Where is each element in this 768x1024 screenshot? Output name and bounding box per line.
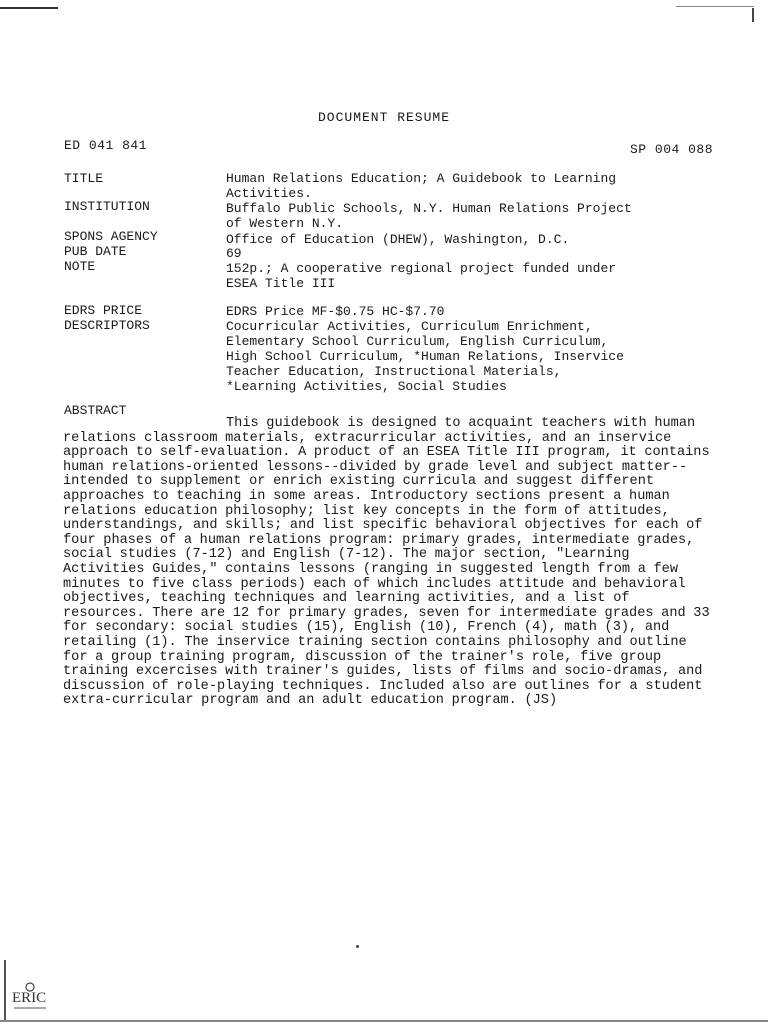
sp-number: SP 004 088 [630, 142, 714, 157]
field-value-institution: Buffalo Public Schools, N.Y. Human Relations Project of Western N.Y. [226, 201, 632, 231]
document-title: DOCUMENT RESUME [317, 110, 451, 125]
abstract-text: This guidebook is designed to acquaint teachers with human relations classroom materials, extracurricular activities, and an inservice approach to self-evaluation. A product of an ESEA Title III program, it contains human relations-oriented lessons--divided by grade level and subject matter--intended to supplement or enrich existing curricula and suggest different approaches to teaching in some areas. Introductory sections present a human relations education philosophy; list key concepts in the form of attitudes, understandings, and skills; and list specific behavioral objectives for each of four phases of a human relations program: primary grades, intermediate grades, social studies (7-12) and English (7-12). The major section, "Learning Activities Guides," contains lessons (ranging in suggested length from a few minutes to five class periods) each of which includes attitude and behavioral objectives, teaching techniques and learning activities, and a list of resources. There are 12 for primary grades, seven for intermediate grades and 33 for secondary: social studies (15), English (10), French (4), math (3), and retailing (1). The inservice training section contains philosophy and outline for a group training program, discussion of the trainer's role, five group training excercises with trainer's guides, lists of films and socio-dramas, and discussion of role-playing techniques. Included also are outlines for a student extra-curricular program and an adult education program. (JS) [63, 416, 710, 709]
field-label-descriptors: DESCRIPTORS [64, 318, 150, 333]
field-value-note: 152p.; A cooperative regional project funded under ESEA Title III [226, 261, 617, 291]
field-value-pub-date: 69 [226, 246, 242, 261]
abstract-label: ABSTRACT [64, 403, 127, 418]
field-label-institution: INSTITUTION [64, 199, 150, 214]
field-label-title: TITLE [64, 171, 104, 186]
field-label-pub-date: PUB DATE [64, 244, 127, 259]
field-value-descriptors: Cocurricular Activities, Curriculum Enrichment, Elementary School Curriculum, English Curriculum, High School Curriculum, *Human Relations, Inservice Teacher Education, Instructional Materials, *Learning Activities, Social Studies [226, 319, 624, 394]
field-label-edrs-price: EDRS PRICE [64, 303, 143, 318]
field-value-title: Human Relations Education; A Guidebook to Learning Activities. [226, 171, 617, 201]
scan-artifact-left [4, 960, 6, 1022]
eric-logo-text: ERIC [12, 990, 47, 1006]
field-value-edrs-price: EDRS Price MF-$0.75 HC-$7.70 [226, 304, 445, 319]
scan-artifact-top [0, 7, 58, 9]
field-value-spons-agency: Office of Education (DHEW), Washington, D.C. [226, 232, 570, 247]
scan-artifact-right [752, 8, 754, 22]
scan-artifact-bottom [0, 1020, 768, 1022]
scan-artifact-top-right [676, 6, 754, 7]
field-label-spons-agency: SPONS AGENCY [64, 229, 158, 244]
field-label-note: NOTE [64, 259, 96, 274]
ed-number: ED 041 841 [64, 138, 148, 153]
scan-dot [356, 945, 359, 948]
